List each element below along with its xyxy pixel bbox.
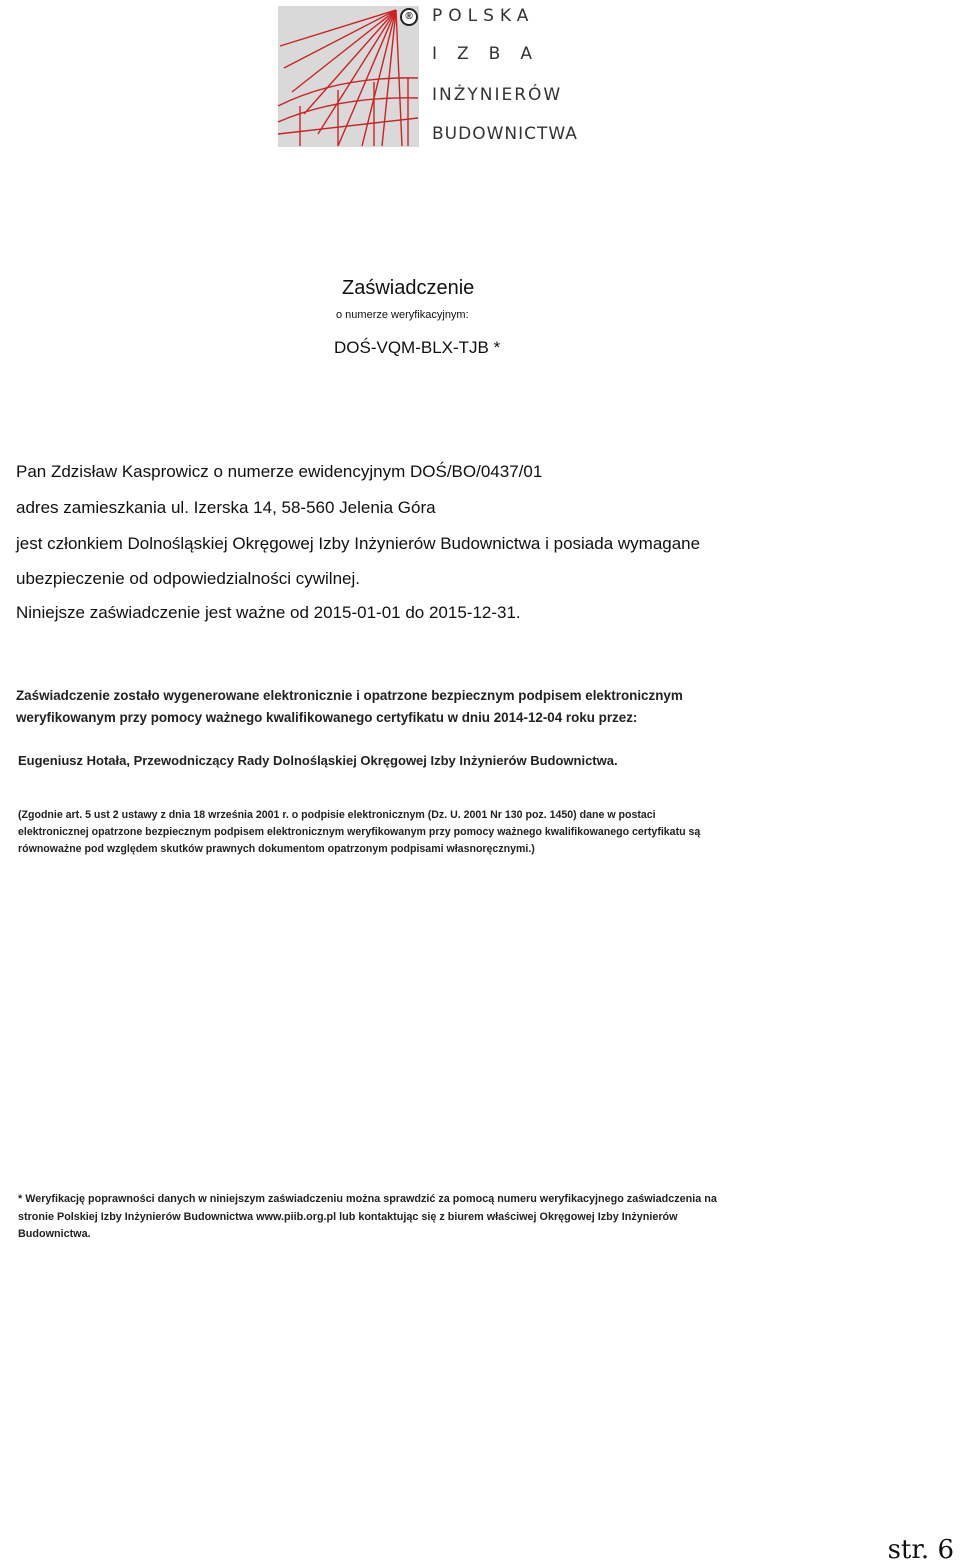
- footnote-line-3: Budownictwa.: [18, 1228, 91, 1240]
- logo-word-polska: POLSKA: [432, 6, 535, 26]
- member-name-line: Pan Zdzisław Kasprowicz o numerze ewidencyjnym DOŚ/BO/0437/01: [16, 462, 543, 481]
- signer-line: Eugeniusz Hotała, Przewodniczący Rady Dolnośląskiej Okręgowej Izby Inżynierów Budownictwa.: [18, 753, 618, 768]
- validity-line: Niniejsze zaświadczenie jest ważne od 2015-01-01 do 2015-12-31.: [16, 603, 521, 622]
- logo-word-inzynierow: INŻYNIERÓW: [432, 85, 563, 105]
- legal-note-line-2: elektronicznej opatrzone bezpiecznym podpisem elektronicznym weryfikowanym przy pomocy ważnego kwalifikowanego certyfikatu są: [18, 826, 701, 838]
- logo-word-izba: IZBA: [432, 44, 552, 64]
- insurance-line: ubezpieczenie od odpowiedzialności cywilnej.: [16, 569, 360, 588]
- signature-note-line-1: Zaświadczenie zostało wygenerowane elektronicznie i opatrzone bezpiecznym podpisem elektronicznym: [16, 688, 683, 703]
- legal-note-line-3: równoważne pod względem skutków prawnych dokumentom opatrzonym podpisami własnoręcznymi.): [18, 843, 535, 855]
- verification-code: DOŚ-VQM-BLX-TJB *: [334, 338, 501, 357]
- registered-mark-icon: ®: [400, 8, 418, 26]
- signature-note-line-2: weryfikowanym przy pomocy ważnego kwalifikowanego certyfikatu w dniu 2014-12-04 roku przez:: [16, 710, 638, 725]
- address-line: adres zamieszkania ul. Izerska 14, 58-560 Jelenia Góra: [16, 498, 436, 517]
- legal-note-line-1: (Zgodnie art. 5 ust 2 ustawy z dnia 18 września 2001 r. o podpisie elektronicznym (Dz. U. 2001 Nr 130 poz. 1450) dane w postaci: [18, 809, 656, 821]
- footnote-line-1: * Weryfikację poprawności danych w niniejszym zaświadczeniu można sprawdzić za pomocą numeru weryfikacyjnego zaświadczenia na: [18, 1193, 717, 1205]
- membership-line: jest członkiem Dolnośląskiej Okręgowej Izby Inżynierów Budownictwa i posiada wymagane: [16, 534, 701, 553]
- certificate-title: Zaświadczenie: [342, 277, 475, 299]
- logo-lines-icon: [278, 6, 419, 147]
- page-number: str. 6: [887, 1535, 954, 1565]
- logo-graphic: [278, 6, 419, 147]
- certificate-subtitle: o numerze weryfikacyjnym:: [336, 309, 469, 321]
- footnote-line-2: stronie Polskiej Izby Inżynierów Budownictwa www.piib.org.pl lub kontaktując się z biurem właściwej Okręgowej Izby Inżynierów: [18, 1211, 678, 1223]
- logo-word-budownictwa: BUDOWNICTWA: [432, 124, 578, 144]
